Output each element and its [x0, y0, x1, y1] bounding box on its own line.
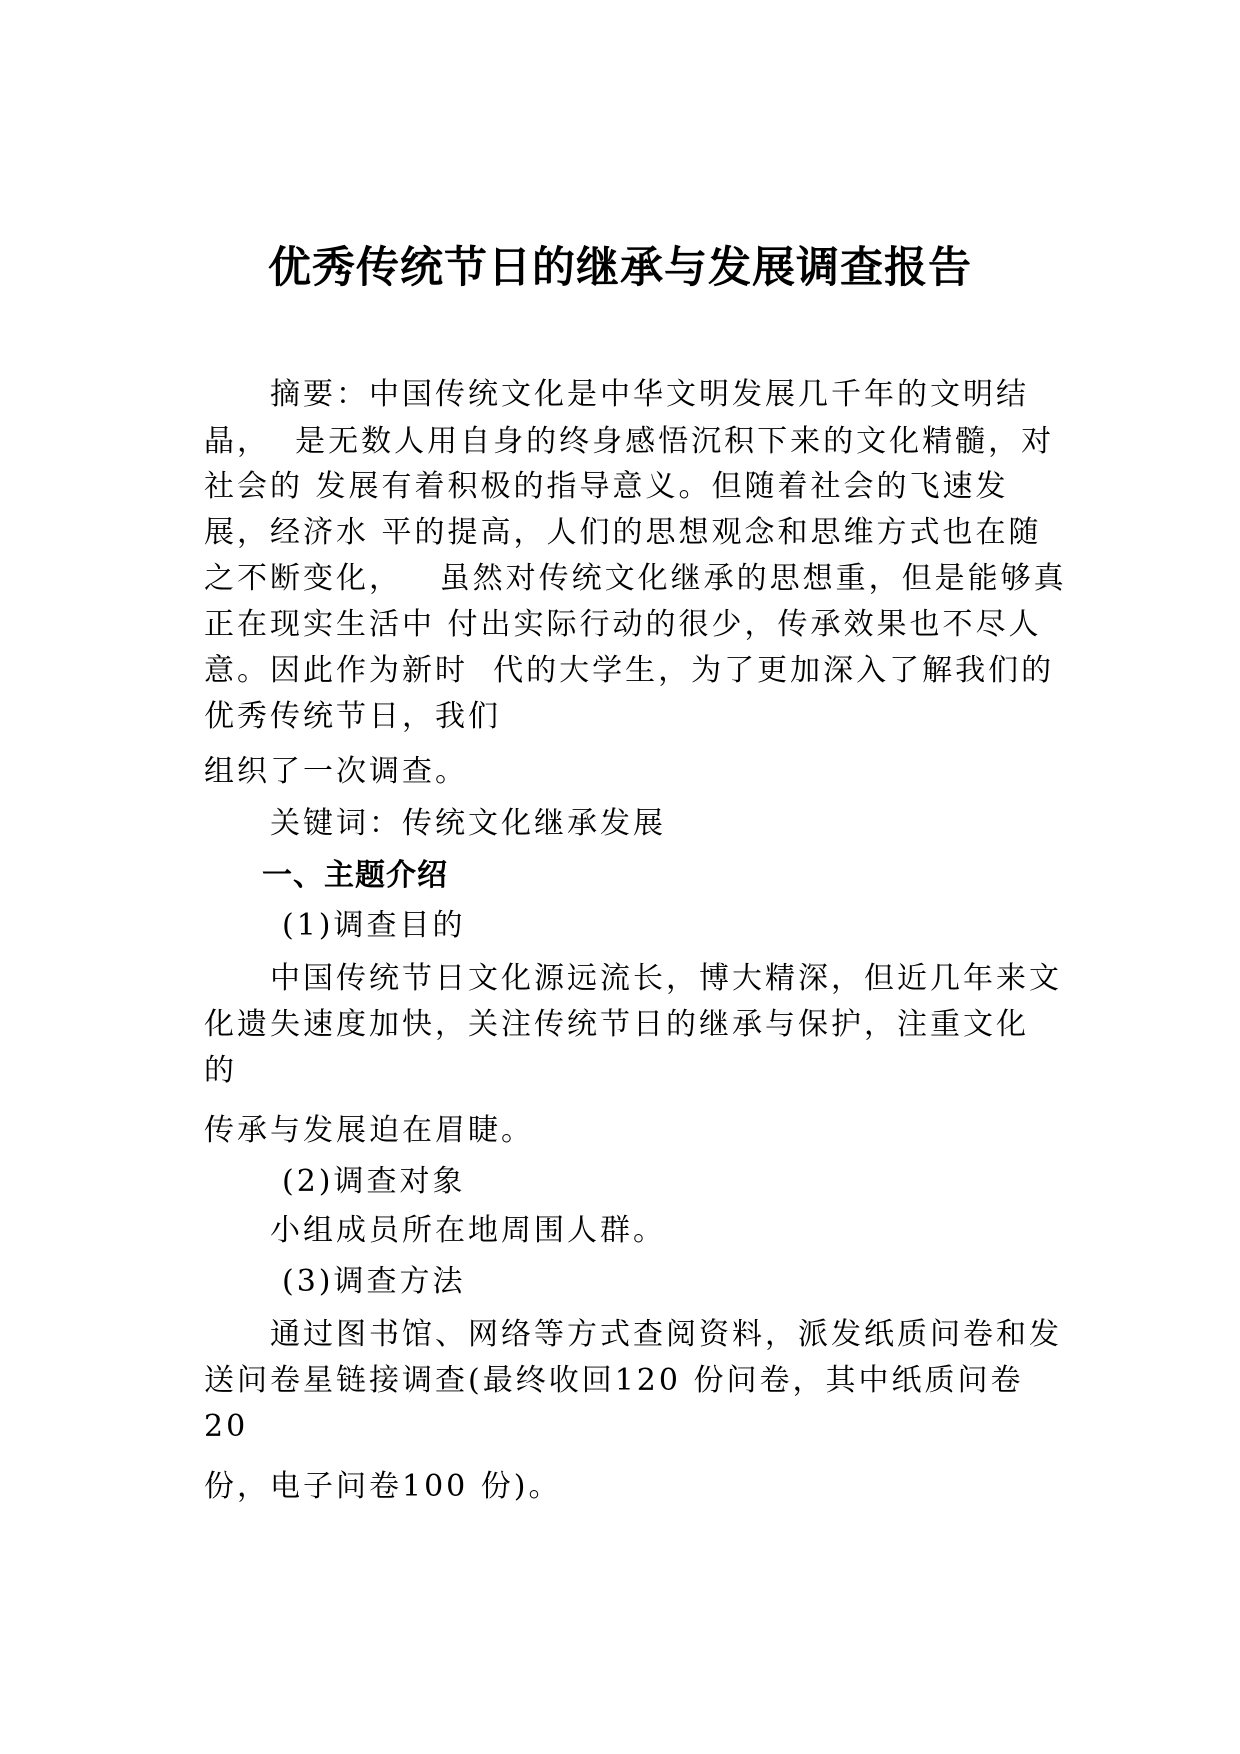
paragraph-line: 中国传统节日文化源远流长，博大精深，但近几年来文	[270, 961, 1062, 996]
abstract-line: 社会的 发展有着积极的指导意义。但随着社会的飞速发	[204, 469, 1009, 504]
paragraph-line: 份，电子问卷100 份)。	[204, 1469, 562, 1504]
abstract-line: 优秀传统节日，我们	[204, 699, 501, 734]
paragraph-line: 小组成员所在地周围人群。	[270, 1213, 666, 1248]
abstract-line: 之不断变化， 虽然对传统文化继承的思想重，但是能够真	[204, 561, 1067, 596]
abstract-line: 意。因此作为新时 代的大学生，为了更加深入了解我们的	[204, 653, 1055, 688]
abstract-line: 摘要：中国传统文化是中华文明发展几千年的文明结	[270, 377, 1029, 412]
abstract-line: 组织了一次调查。	[204, 754, 468, 789]
subsection-label: (3)调查方法	[282, 1264, 466, 1299]
paragraph-line: 的	[204, 1053, 237, 1088]
report-title: 优秀传统节日的继承与发展调查报告	[268, 243, 972, 293]
paragraph-line: 20	[204, 1409, 249, 1444]
paragraph-line: 通过图书馆、网络等方式查阅资料，派发纸质问卷和发	[270, 1317, 1062, 1352]
subsection-label: (2)调查对象	[282, 1164, 466, 1199]
subsection-label: (1)调查目的	[282, 908, 466, 943]
abstract-line: 晶， 是无数人用自身的终身感悟沉积下来的文化精髓，对	[204, 424, 1055, 459]
abstract-line: 展，经济水 平的提高，人们的思想观念和思维方式也在随	[204, 515, 1042, 550]
abstract-line: 正在现实生活中 付出实际行动的很少，传承效果也不尽人	[204, 607, 1042, 642]
paragraph-line: 送问卷星链接调查(最终收回120 份问卷，其中纸质问卷	[204, 1363, 1024, 1398]
keywords: 关键词：传统文化继承发展	[270, 806, 666, 841]
section-heading: 一、主题介绍	[262, 858, 448, 893]
paragraph-line: 化遗失速度加快，关注传统节日的继承与保护，注重文化	[204, 1007, 1029, 1042]
paragraph-line: 传承与发展迫在眉睫。	[204, 1113, 534, 1148]
